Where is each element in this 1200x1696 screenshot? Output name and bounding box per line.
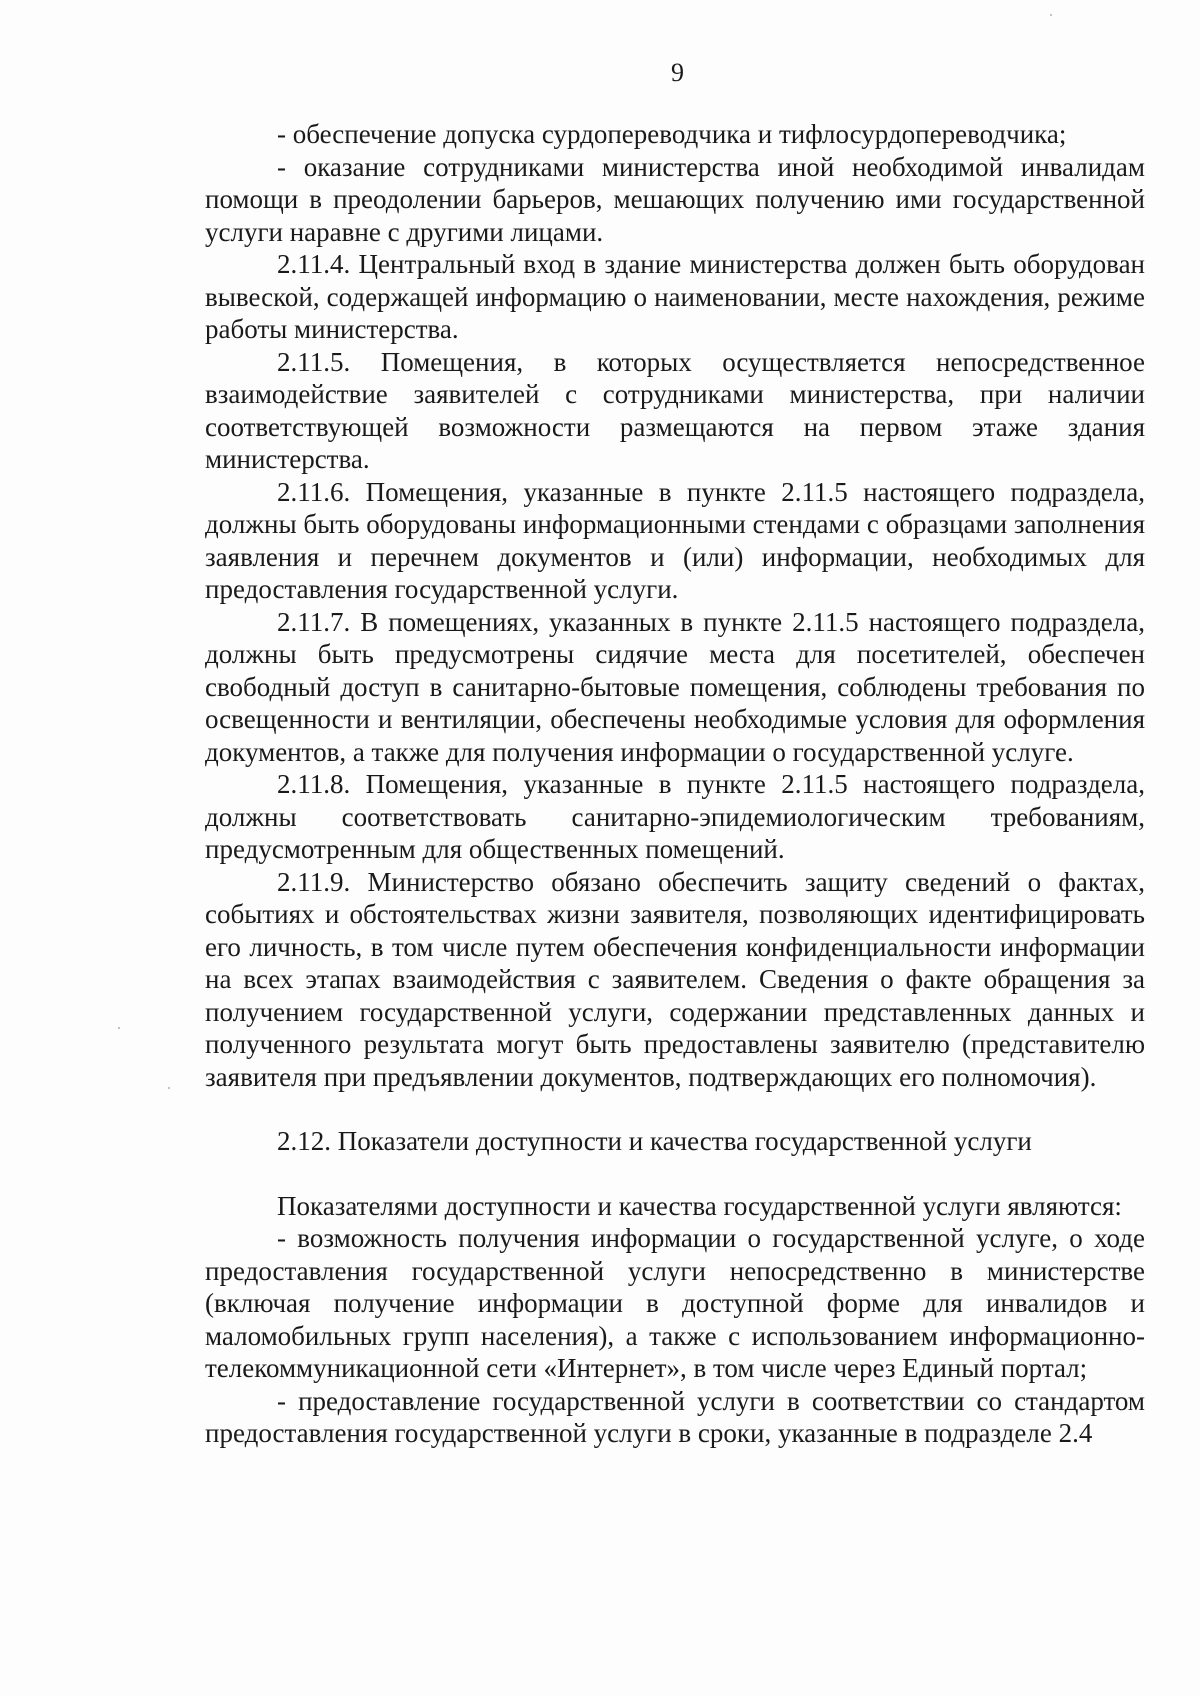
paragraph-2-11-4: 2.11.4. Центральный вход в здание министерства должен быть оборудован вывеской, содержащей информацию о наименовании, месте нахождения, режиме работы министерства. <box>205 249 1145 344</box>
paragraph-interpreter-access: - обеспечение допуска сурдопереводчика и тифлосурдопереводчика; <box>277 119 1067 149</box>
paragraph-2-11-5: 2.11.5. Помещения, в которых осуществляется непосредственное взаимодействие заявителей с сотрудниками министерства, при наличии соответствующей возможности размещаются на первом этаже здания министерства. <box>205 346 1145 474</box>
paragraph-2-11-6: 2.11.6. Помещения, указанные в пункте 2.11.5 настоящего подраздела, должны быть оборудованы информационными стендами с образцами заполнения заявления и перечнем документов и (или) информации, необходимых для предоставления государственной услуги. <box>205 476 1145 604</box>
paragraph-staff-assistance: - оказание сотрудниками министерства иной необходимой инвалидам помощи в преодолении барьеров, мешающих получению ими государственной услуги наравне с другими лицами. <box>205 151 1145 247</box>
scan-speck <box>118 1027 120 1029</box>
paragraph-standard-compliance: - предоставление государственной услуги в соответствии со стандартом предоставления государственной услуги в сроки, указанные в подразделе 2.4 <box>205 1385 1145 1448</box>
paragraph-information-access: - возможность получения информации о государственной услуге, о ходе предоставления государственной услуги непосредственно в министерстве (включая получение информации в доступной форме для инвалидов и маломобильных групп населения), а также с использованием информационно-телекоммуникационной сети «Интернет», в том числе через Единый портал; <box>205 1223 1145 1383</box>
scan-speck <box>1050 14 1052 16</box>
paragraph-indicators-intro: Показателями доступности и качества государственной услуги являются: <box>277 1190 1122 1221</box>
paragraph-2-11-8: 2.11.8. Помещения, указанные в пункте 2.11.5 настоящего подраздела, должны соответствовать санитарно-эпидемиологическим требованиям, предусмотренным для общественных помещений. <box>205 769 1145 864</box>
document-body <box>205 118 1145 1450</box>
paragraph-2-11-7: 2.11.7. В помещениях, указанных в пункте 2.11.5 настоящего подраздела, должны быть предусмотрены сидячие места для посетителей, обеспечен свободный доступ в санитарно-бытовые помещения, соблюдены требования по освещенности и вентиляции, обеспечены необходимые условия для оформления документов, а также для получения информации о государственной услуге. <box>205 606 1145 767</box>
paragraph-2-11-9: 2.11.9. Министерство обязано обеспечить защиту сведений о фактах, событиях и обстоятельствах жизни заявителя, позволяющих идентифицировать его личность, в том числе путем обеспечения конфиденциальности информации на всех этапах взаимодействия с заявителем. Сведения о факте обращения за получением государственной услуги, содержании представленных данных и полученного результата могут быть предоставлены заявителю (представителю заявителя при предъявлении документов, подтверждающих его полномочия). <box>205 866 1145 1092</box>
scan-speck <box>168 1087 170 1089</box>
page-number: 9 <box>671 58 684 87</box>
section-heading-2-12: 2.12. Показатели доступности и качества государственной услуги <box>277 1126 1032 1156</box>
